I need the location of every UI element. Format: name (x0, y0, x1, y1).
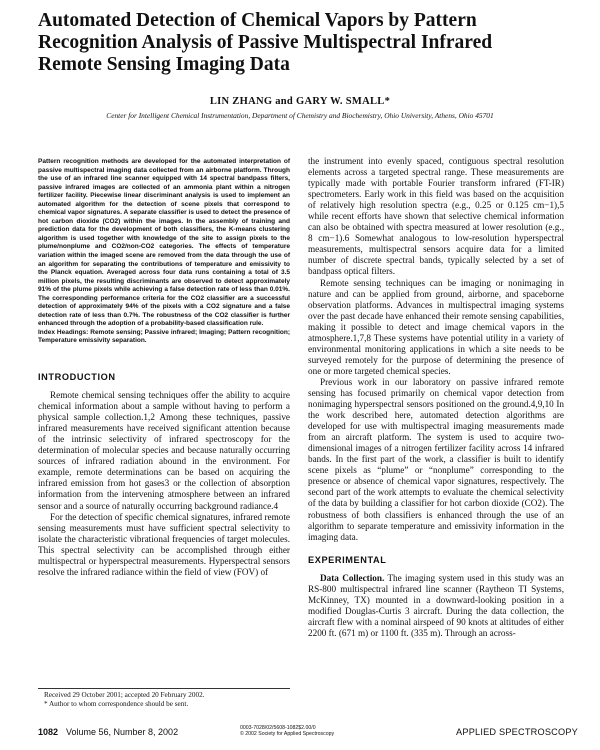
title-line: Recognition Analysis of Passive Multispectral Infrared (38, 32, 493, 53)
abstract-text: Pattern recognition methods are developed for the automated interpretation of passive multispectral imaging data collected from an airborne platform. Through the use of an infrared line scanner equipped with 14 spectral bandpass filters, passive infrared images are collected of an ammonia plant within a nitrogen fertilizer facility. Piecewise linear discriminant analysis is used to implement an automated algorithm for the detection of scene pixels that correspond to chemical vapor signatures. A separate classifier is used to detect the presence of hot carbon dioxide (CO2) within the images. In the assembly of training and prediction data for the development of both classifiers, the K-means clustering algorithm is used together with knowledge of the site to assign pixels to the plume/nonplume and CO2/non-CO2 categories. The effects of temperature variation within the imaged scene are removed from the data through the use of an algorithm for separating the contributions of temperature and emissivity to the Planck equation. Averaged across four data runs containing a total of 3.5 million pixels, the resulting discriminants are observed to detect approximately 91% of the plume pixels while achieving a false detection rate of less than 0.01%. The corresponding performance criteria for the CO2 classifier are a successful detection of approximately 94% of the pixels with a CO2 signature and a false detection rate of less than 0.7%. The robustness of the CO2 classifier is further enhanced through the adoption of a probability-based classification rule. (38, 158, 290, 328)
paper-title (38, 10, 578, 76)
paragraph: Remote chemical sensing techniques offer the ability to acquire chemical information about a sample without having to perform a physical sample collection.1,2 Among these techniques, passive infrared measurements have received significant attention because of the intrinsic selectivity of infrared spectroscopy for the determination of molecular species and because naturally occurring sources of infrared radiation abound in the environment. For example, remote determinations can be based on acquiring the infrared emission from hot gases3 or the collection of absorption information from the intervening atmosphere between an infrared sensor and a source of naturally occurring background radiance.4 (38, 390, 290, 511)
footnotes (38, 688, 290, 709)
paragraph: Previous work in our laboratory on passive infrared remote sensing has focused primarily on chemical vapor detection from nonimaging hyperspectral sensors positioned on the ground.4,9,10 In the work described here, automated detection algorithms are developed for use with multispectral imaging measurements made from an aircraft platform. The system is used to acquire two-dimensional images of a nitrogen fertilizer facility across 14 infrared bands. In the first part of the work, a classifier is built to identify scene pixels as “plume” or “nonplume” corresponding to the presence or absence of chemical vapor signatures, respectively. The second part of the work attempts to evaluate the chemical selectivity of the data by building a classifier for hot carbon dioxide (CO2). The robustness of both classifiers is enhanced through the use of an algorithm to separate temperature and emissivity information in the imaging data. (308, 376, 564, 542)
paragraph-text: The imaging system used in this study was an RS-800 multispectral infrared line scanner (Raytheon TI Systems, McKinney, TX) mounted in a downward-looking position in a modified Douglas-Curtis 3 aircraft. During the data collection, the aircraft flew with a nominal airspeed of 90 knots at altitudes of either 2200 ft. (671 m) or 1100 ft. (335 m). Through an across- (308, 572, 564, 638)
paragraph (308, 573, 564, 639)
paragraph: the instrument into evenly spaced, contiguous spectral resolution elements across a targeted spectral range. These measurements are typically made with portable Fourier transform infrared (FT-IR) spectrometers. Early work in this field was based on the acquisition of relatively high resolution spectra (e.g., 0.25 or 0.125 cm−1),5 while recent efforts have shown that selective chemical information can also be obtained with spectra measured at lower resolution (e.g., 8 cm−1).6 Somewhat analogous to low-resolution hyperspectral measurements, multispectral sensors acquire data for a limited number of discrete spectral bands, typically selected by a set of bandpass optical filters. (308, 156, 564, 277)
right-column (308, 156, 564, 639)
abstract (38, 158, 290, 346)
title-line: Remote Sensing Imaging Data (38, 54, 290, 75)
page-number: 1082 (38, 727, 59, 737)
index-headings: Index Headings: Remote sensing; Passive infrared; Imaging; Pattern recognition; Temperature emissivity separation. (38, 328, 290, 345)
paragraph: Remote sensing techniques can be imaging or nonimaging in nature and can be applied from ground, airborne, and spaceborne observation platforms. Advances in multispectral imaging systems over the past decade have enhanced their remote sensing capabilities, making it possible to detect and image chemical vapors in the atmosphere.1,7,8 These systems have potential utility in a variety of environmental monitoring applications in which a site needs to be surveyed remotely for the purpose of determining the presence of one or more targeted chemical species. (308, 277, 564, 376)
section-heading-introduction: INTRODUCTION (38, 372, 116, 383)
affiliation: Center for Intelligent Chemical Instrumentation, Department of Chemistry and Biochemistry, Ohio University, Athens, Ohio 45701 (106, 111, 494, 120)
page-footer (38, 727, 578, 741)
copyright-line: © 2002 Society for Applied Spectroscopy (240, 731, 335, 738)
issn-line: 0003-7028/02/5608-1082$2.00/0 (240, 725, 316, 731)
title-line: Automated Detection of Chemical Vapors by Pattern (38, 10, 477, 31)
correspondence-note: * Author to whom correspondence should be sent. (44, 700, 189, 708)
received-date-note: Received 29 October 2001; accepted 20 February 2002. (44, 691, 205, 699)
paragraph: For the detection of specific chemical signatures, infrared remote sensing measurements must have sufficient spectral selectivity to isolate the characteristic vibrational frequencies of target molecules. This spectral selectivity can be accomplished through either multispectral or hyperspectral measurements. Hyperspectral sensors resolve the infrared radiance within the field of view (FOV) of (38, 511, 290, 577)
left-column (38, 158, 290, 578)
introduction-continued (308, 156, 564, 543)
introduction-body (38, 390, 290, 578)
author-list: LIN ZHANG and GARY W. SMALL* (209, 96, 391, 107)
footnote-rule (38, 688, 290, 689)
volume-info: Volume 56, Number 8, 2002 (66, 727, 179, 737)
journal-name: APPLIED SPECTROSCOPY (456, 727, 578, 737)
subsection-runin-heading: Data Collection. (320, 572, 385, 583)
issn-copyright (240, 725, 334, 738)
experimental-body (308, 573, 564, 639)
section-heading-experimental: EXPERIMENTAL (308, 554, 387, 565)
